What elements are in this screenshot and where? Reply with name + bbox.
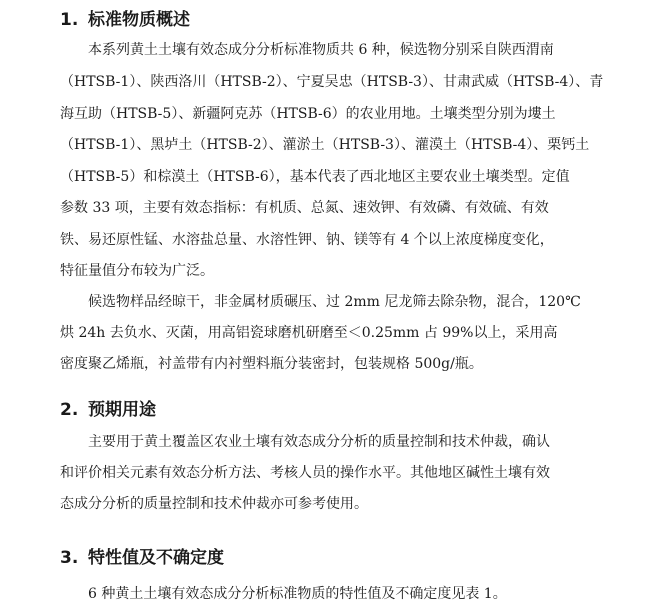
paragraph-line: 和评价相关元素有效态分析方法、考核人员的操作水平。其他地区碱性土壤有效 xyxy=(60,465,550,481)
paragraph-line: 铁、易还原性锰、水溶盐总量、水溶性钾、钠、镁等有 4 个以上浓度梯度变化， xyxy=(60,232,554,248)
paragraph-line: （HTSB-5）和棕漠土（HTSB-6），基本代表了西北地区主要农业土壤类型。定值 xyxy=(60,169,570,185)
paragraph-line: 海互助（HTSB-5）、新疆阿克苏（HTSB-6）的农业用地。土壤类型分别为塿土 xyxy=(60,106,556,122)
paragraph-line: 密度聚乙烯瓶，衬盖带有内衬塑料瓶分装密封，包装规格 500g/瓶。 xyxy=(60,356,483,372)
paragraph-line: 主要用于黄土覆盖区农业土壤有效态成分分析的质量控制和技术仲裁，确认 xyxy=(88,434,550,450)
section-number: 3. xyxy=(60,548,79,568)
paragraph-line: 本系列黄土土壤有效态成分分析标准物质共 6 种，候选物分别采自陕西渭南 xyxy=(88,42,554,58)
section-heading-overview xyxy=(60,8,190,32)
paragraph-line: 烘 24h 去负水、灭菌，用高铝瓷球磨机研磨至＜0.25mm 占 99%以上，采用高 xyxy=(60,325,558,341)
paragraph-line: 候选物样品经晾干，非金属材质碾压、过 2mm 尼龙筛去除杂物，混合，120℃ xyxy=(88,294,581,310)
paragraph-line: 态成分分析的质量控制和技术仲裁亦可参考使用。 xyxy=(60,496,368,512)
paragraph-line: 6 种黄土土壤有效态成分分析标准物质的特性值及不确定度见表 1。 xyxy=(88,586,507,602)
paragraph-line: （HTSB-1）、陕西洛川（HTSB-2）、宁夏吴忠（HTSB-3）、甘肃武威（HTSB-4）、青 xyxy=(60,74,604,90)
section-number: 1. xyxy=(60,10,79,30)
section-title: 特性值及不确定度 xyxy=(88,548,224,568)
section-title: 预期用途 xyxy=(88,400,156,420)
section-title: 标准物质概述 xyxy=(88,10,190,30)
paragraph-line: （HTSB-1）、黑垆土（HTSB-2）、灌淤土（HTSB-3）、灌漠土（HTSB-4）、栗钙土 xyxy=(60,137,590,153)
paragraph-line: 参数 33 项，主要有效态指标：有机质、总氮、速效钾、有效磷、有效硫、有效 xyxy=(60,200,549,216)
paragraph-line: 特征量值分布较为广泛。 xyxy=(60,263,214,279)
section-heading-intended-use xyxy=(60,398,156,422)
section-number: 2. xyxy=(60,400,79,420)
section-heading-characteristic-values xyxy=(60,546,224,570)
